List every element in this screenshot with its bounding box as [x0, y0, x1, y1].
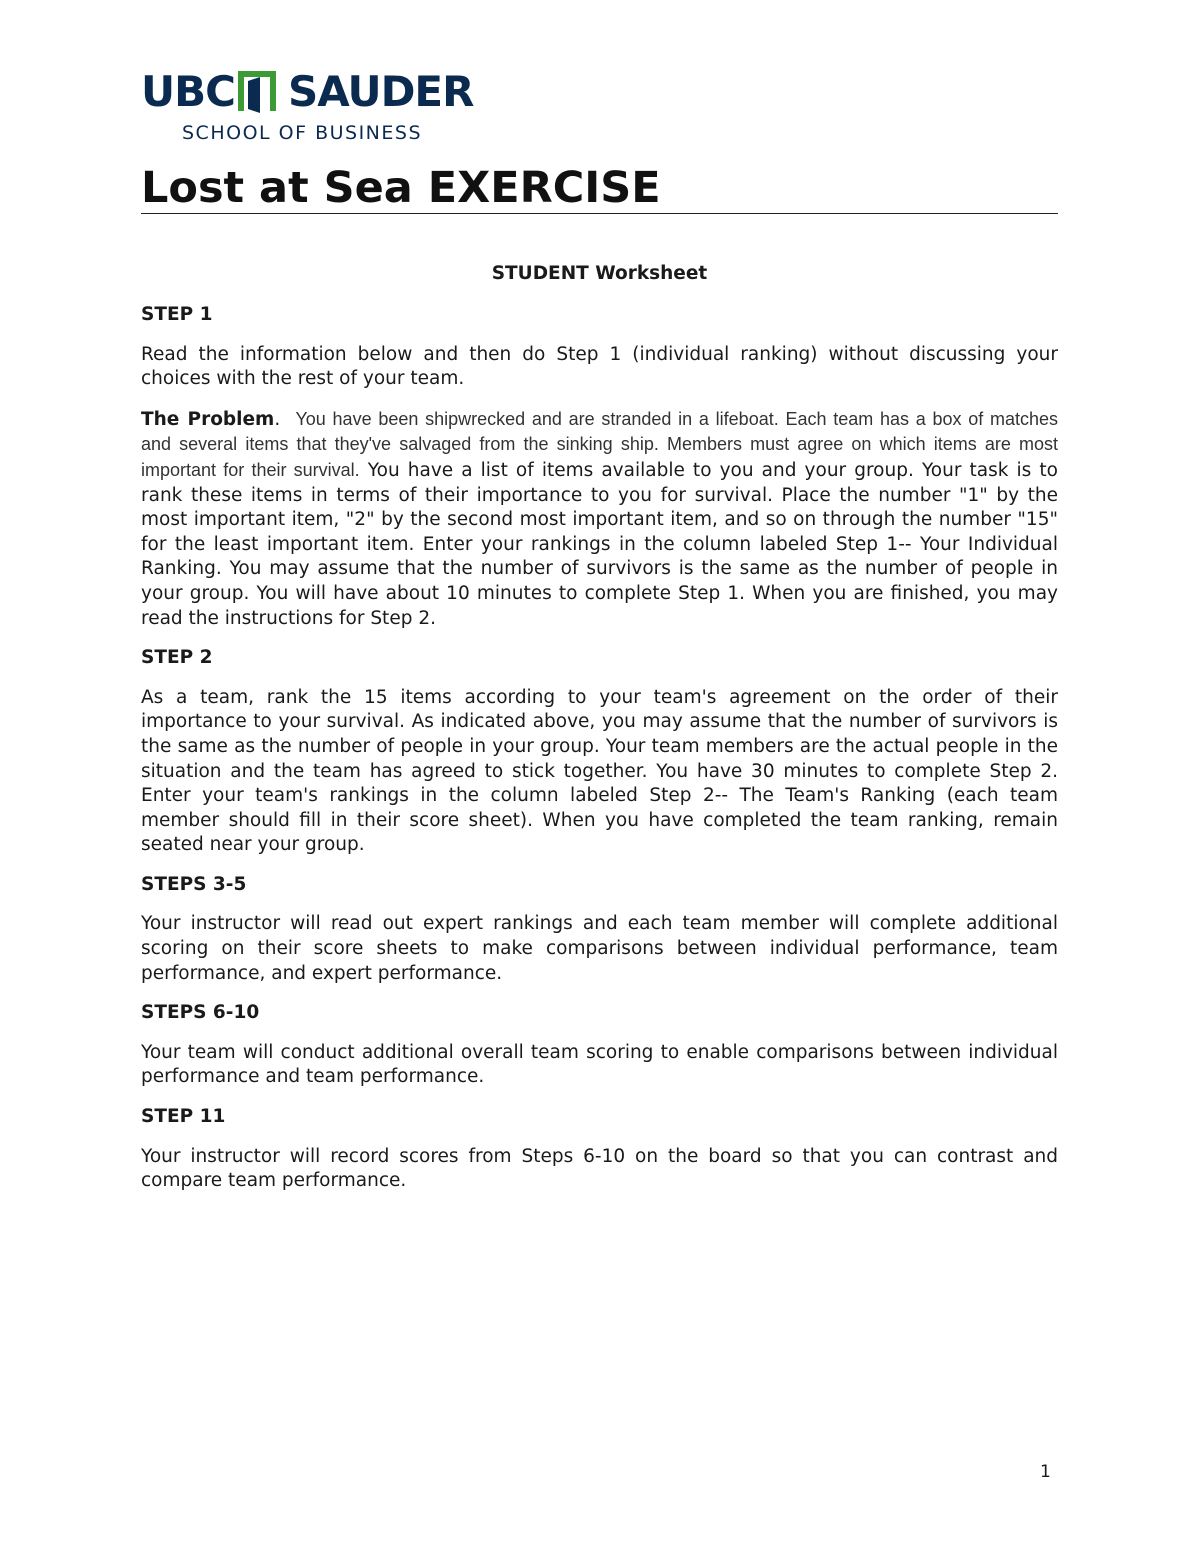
door-emblem-icon — [236, 69, 278, 115]
problem-body: You have a list of items available to you and your group. Your task is to rank these items in terms of their importance to you for survival. Place the number "1" by the most important item, "2" by the second most important item, and so on through the number "15" for the least important item. Enter your rankings in the column labeled Step 1-- Your Individual Ranking. You may assume that the number of survivors is the same as the number of people in your group. You will have about 10 minutes to complete Step 1. When you are finished, you may read the instructions for Step 2. — [141, 459, 1058, 629]
title-underline — [141, 213, 1058, 214]
step11-heading: STEP 11 — [141, 1106, 226, 1128]
steps3-5-heading: STEPS 3-5 — [141, 873, 247, 895]
step1-problem — [141, 407, 1058, 631]
steps6-10-body: Your team will conduct additional overall team scoring to enable comparisons between individual performance and team performance. — [141, 1041, 1058, 1088]
logo-wordmark-sauder: SAUDER — [288, 67, 474, 116]
document-title: Lost at Sea EXERCISE — [141, 163, 661, 213]
steps3-5-body: Your instructor will read out expert rankings and each team member will complete additional scoring on their score sheets to make comparisons between individual performance, team performance, and expert performance. — [141, 913, 1058, 984]
step11-body: Your instructor will record scores from Steps 6-10 on the board so that you can contrast and compare team performance. — [141, 1145, 1058, 1192]
steps6-10-heading: STEPS 6-10 — [141, 1002, 260, 1024]
problem-lead: You have been shipwrecked and are stranded in a lifeboat. Each team has a box of matches and several items that they've salvaged from the sinking ship. Members must agree on which items are most important for their survival. — [141, 408, 1058, 480]
document-body — [141, 262, 1058, 1209]
logo-wordmark-ubc: UBC — [141, 67, 235, 116]
problem-label: The Problem — [141, 408, 275, 430]
problem-label-punct: . — [274, 408, 281, 430]
step1-heading: STEP 1 — [141, 304, 213, 325]
step1-intro: Read the information below and then do Step 1 (individual ranking) without discussing your choices with the rest of your team. — [141, 343, 1058, 390]
logo-subtitle: SCHOOL OF BUSINESS — [182, 122, 423, 144]
step2-heading: STEP 2 — [141, 647, 213, 669]
ubc-sauder-logo — [141, 66, 474, 146]
page-number: 1 — [1040, 1462, 1051, 1482]
worksheet-label: STUDENT Worksheet — [491, 263, 708, 284]
step2-body: As a team, rank the 15 items according to your team's agreement on the order of their importance to your survival. As indicated above, you may assume that the number of survivors is the same as the number of people in your group. Your team members are the actual people in the situation and the team has agreed to stick together. You have 30 minutes to complete Step 2. Enter your team's rankings in the column labeled Step 2-- The Team's Ranking (each team member should fill in their score sheet). When you have completed the team ranking, remain seated near your group. — [141, 686, 1058, 856]
